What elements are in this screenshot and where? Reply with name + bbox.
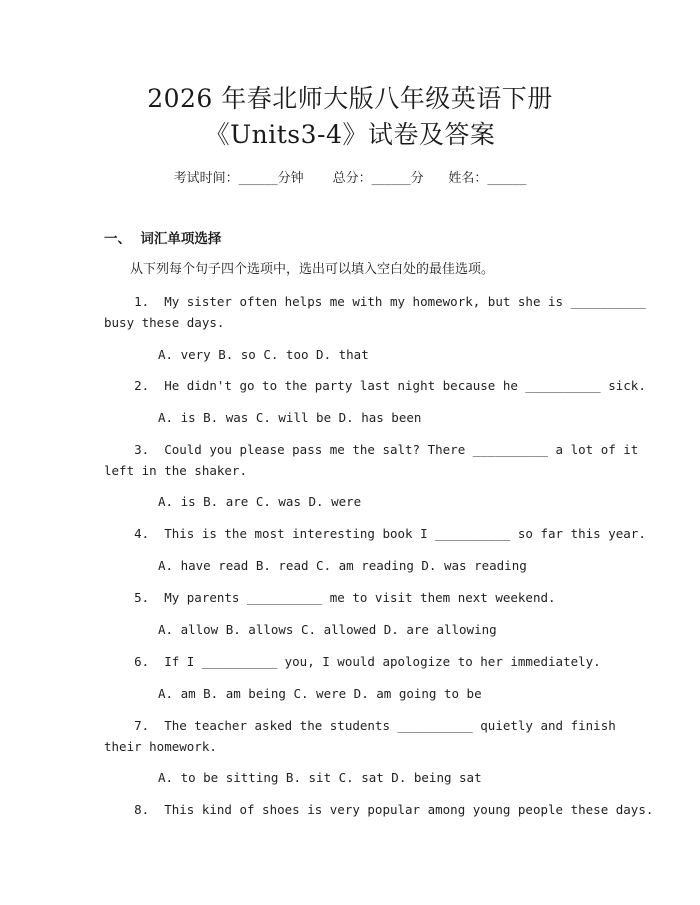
exam-total-score: 总分：______分 (332, 171, 424, 186)
question-2-line-1: 2. He didn't go to the party last night because he __________ sick. (104, 378, 646, 393)
section-instruction: 从下列每个句子四个选项中，选出可以填入空白处的最佳选项。 (130, 262, 495, 277)
question-7-options: A. to be sitting B. sit C. sat D. being sat (158, 770, 482, 785)
title-line-2: 《Units3-4》试卷及答案 (204, 120, 496, 149)
question-6-line-1: 6. If I __________ you, I would apologize to her immediately. (104, 654, 601, 669)
question-6-options: A. am B. am being C. were D. am going to be (158, 686, 482, 701)
question-1-line-1: 1. My sister often helps me with my homework, but she is __________ (104, 294, 646, 309)
question-4-line-1: 4. This is the most interesting book I __________ so far this year. (104, 526, 646, 541)
question-3-options: A. is B. are C. was D. were (158, 494, 362, 509)
exam-meta (0, 170, 700, 188)
question-5-options: A. allow B. allows C. allowed D. are allowing (158, 622, 497, 637)
question-5-line-1: 5. My parents __________ me to visit them next weekend. (104, 590, 556, 605)
question-4-options: A. have read B. read C. am reading D. was reading (158, 558, 527, 573)
question-3-line-2: left in the shaker. (104, 463, 247, 478)
question-7-line-2: their homework. (104, 739, 217, 754)
question-7-line-1: 7. The teacher asked the students __________ quietly and finish (104, 718, 616, 733)
exam-time: 考试时间：______分钟 (173, 171, 304, 186)
section-heading: 一、 词汇单项选择 (104, 231, 222, 247)
question-1-options: A. very B. so C. too D. that (158, 347, 369, 362)
title-line-1: 2026 年春北师大版八年级英语下册 (147, 84, 553, 113)
question-8-line-1: 8. This kind of shoes is very popular among young people these days. (104, 802, 654, 817)
question-1-line-2: busy these days. (104, 315, 225, 330)
question-3-line-1: 3. Could you please pass me the salt? There __________ a lot of it (104, 442, 639, 457)
question-2-options: A. is B. was C. will be D. has been (158, 410, 422, 425)
student-name: 姓名：______ (448, 171, 527, 186)
